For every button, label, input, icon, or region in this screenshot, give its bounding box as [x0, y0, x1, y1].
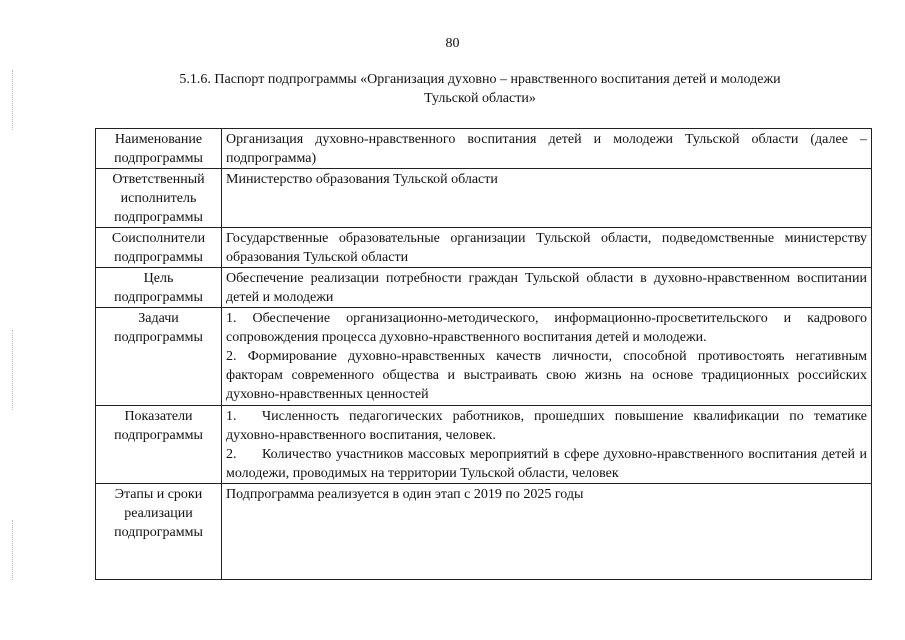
row-label [96, 169, 222, 228]
label-line: Наименование [114, 132, 203, 147]
scan-artifact [12, 520, 14, 580]
label-line: Цель [143, 271, 174, 286]
title-line-1: 5.1.6. Паспорт подпрограммы «Организация духовно – нравственного воспитания детей и молодежи [179, 72, 781, 87]
indicator-item [226, 445, 867, 483]
label-line: Показатели [124, 409, 193, 424]
label-line: исполнитель [120, 191, 197, 206]
row-label [96, 268, 222, 308]
table-row [96, 484, 872, 580]
value-text: Министерство образования Тульской области [226, 172, 498, 187]
task-item: 2. Формирование духовно-нравственных качеств личности, способной противостоять негативным факторам современного общества и выстраивать свою жизнь на основе традиционных российских духовно-нравственных ценностей [226, 349, 867, 402]
indicator-text: Количество участников массовых мероприятий в сфере духовно-нравственного воспитания детей и молодежи, проводимых на территории Тульской области, человек [226, 447, 867, 481]
row-value [222, 268, 872, 308]
scan-artifact [12, 70, 14, 130]
label-line: Соисполнители [111, 231, 206, 246]
value-text: Организация духовно-нравственного воспитания детей и молодежи Тульской области (далее – подпрограмма) [226, 132, 867, 166]
label-line: Ответственный [112, 172, 205, 187]
passport-table [95, 128, 872, 580]
label-line: подпрограммы [114, 290, 203, 305]
row-value [222, 308, 872, 406]
value-text: Государственные образовательные организации Тульской области, подведомственные министерству образования Тульской области [226, 231, 867, 265]
label-line: Задачи [138, 311, 179, 326]
label-line: подпрограммы [114, 210, 203, 225]
indicator-number: 1. [226, 409, 237, 424]
row-value [222, 169, 872, 228]
table-row [96, 308, 872, 406]
indicator-text: Численность педагогических работников, прошедших повышение квалификации по тематике духовно-нравственного воспитания, человек. [226, 409, 867, 443]
row-label [96, 129, 222, 169]
label-line: подпрограммы [114, 525, 203, 540]
label-line: подпрограммы [114, 250, 203, 265]
table-row [96, 268, 872, 308]
row-label [96, 308, 222, 406]
label-line: реализации [124, 506, 193, 521]
page-number: 80 [445, 36, 460, 51]
label-line: подпрограммы [114, 428, 203, 443]
row-value [222, 484, 872, 580]
row-label [96, 406, 222, 484]
value-text: Обеспечение реализации потребности граждан Тульской области в духовно-нравственном воспитании детей и молодежи [226, 271, 867, 305]
row-label [96, 484, 222, 580]
indicator-item [226, 407, 867, 445]
row-value [222, 406, 872, 484]
label-line: подпрограммы [114, 151, 203, 166]
row-label [96, 228, 222, 268]
label-line: Этапы и сроки [114, 487, 203, 502]
task-item: 1. Обеспечение организационно-методического, информационно-просветительского и кадрового сопровождения процесса духовно-нравственного воспитания детей и молодежи. [226, 311, 867, 345]
table-row [96, 129, 872, 169]
row-value [222, 129, 872, 169]
table-row [96, 228, 872, 268]
label-line: подпрограммы [114, 330, 203, 345]
document-title [90, 70, 870, 108]
value-text: Подпрограмма реализуется в один этап с 2019 по 2025 годы [226, 487, 584, 502]
indicator-number: 2. [226, 447, 237, 462]
table-row [96, 169, 872, 228]
scan-artifact [12, 330, 14, 410]
title-line-2: Тульской области» [424, 91, 536, 106]
table-row [96, 406, 872, 484]
row-value [222, 228, 872, 268]
